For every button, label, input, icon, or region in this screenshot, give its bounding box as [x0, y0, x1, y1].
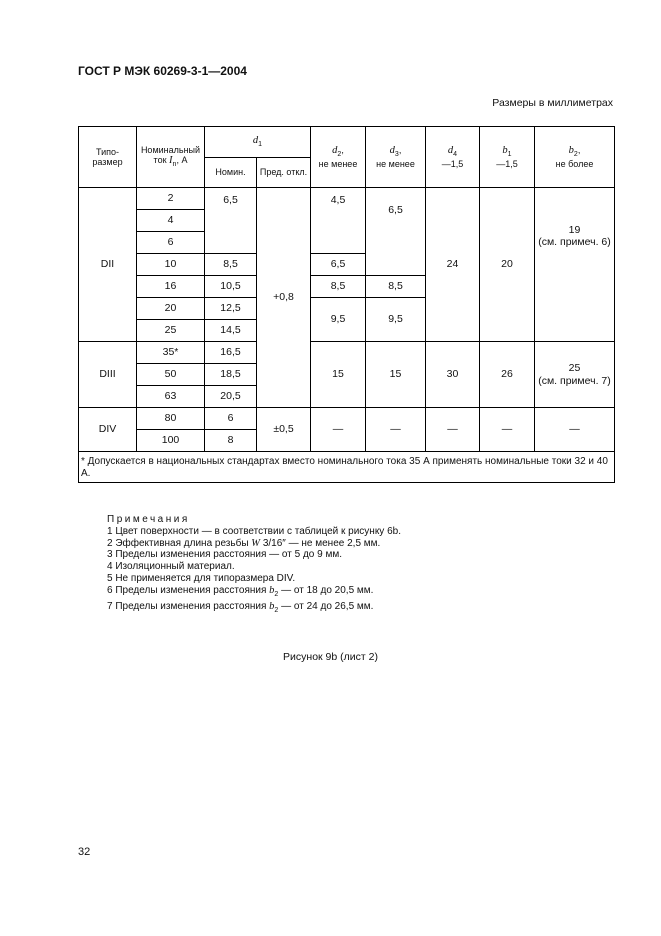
notes-title: Примечания: [107, 514, 190, 525]
current-cell: 6: [137, 232, 205, 254]
current-cell: 50: [137, 364, 205, 386]
b2-cell: —: [535, 408, 615, 452]
col-b2: $b_2$, не более: [535, 127, 615, 188]
d1-tolerance-cell: ±0,5: [257, 408, 311, 452]
current-cell: 63: [137, 386, 205, 408]
d2-cell: —: [311, 408, 366, 452]
type-size-diii: DIII: [79, 342, 137, 408]
d1-cell: 8: [205, 430, 257, 452]
col-d1-nominal: Номин.: [205, 158, 257, 188]
d1-cell: 10,5: [205, 276, 257, 298]
col-d3: $d_3$, не менее: [366, 127, 426, 188]
col-d1-tolerance: Пред. откл.: [257, 158, 311, 188]
b1-cell: 20: [480, 188, 535, 342]
col-b1: $b_1$ —1,5: [480, 127, 535, 188]
type-size-dii: DII: [79, 188, 137, 342]
current-cell: 35*: [137, 342, 205, 364]
b2-cell: 25 (см. примеч. 7): [535, 342, 615, 408]
type-size-div: DIV: [79, 408, 137, 452]
current-cell: 20: [137, 298, 205, 320]
d2-cell: 6,5: [311, 254, 366, 276]
b2-cell: 19 (см. примеч. 6): [535, 188, 615, 342]
d1-cell: 6,5: [205, 188, 257, 254]
b1-cell: 26: [480, 342, 535, 408]
current-cell: 100: [137, 430, 205, 452]
figure-caption: Рисунок 9b (лист 2): [283, 651, 378, 663]
note-item: 1 Цвет поверхности — в соответствии с таблицей к рисунку 6b.: [107, 525, 401, 537]
document-header: ГОСТ Р МЭК 60269-3-1—2004: [78, 64, 247, 78]
d1-cell: 16,5: [205, 342, 257, 364]
d4-cell: —: [426, 408, 480, 452]
d1-tolerance-cell: +0,8: [257, 188, 311, 408]
d1-cell: 20,5: [205, 386, 257, 408]
col-d1: $d_1$: [205, 127, 311, 158]
d3-cell: 15: [366, 342, 426, 408]
d1-cell: 8,5: [205, 254, 257, 276]
col-rated-current: Номинальный ток $I_n$, А: [137, 127, 205, 188]
current-cell: 10: [137, 254, 205, 276]
current-cell: 4: [137, 210, 205, 232]
note-item: 4 Изоляционный материал.: [107, 561, 235, 573]
dimensions-table: [78, 126, 615, 483]
d3-cell: —: [366, 408, 426, 452]
d3-cell: 9,5: [366, 298, 426, 342]
current-cell: 80: [137, 408, 205, 430]
col-type-size: Типо- размер: [79, 127, 137, 188]
d4-cell: 24: [426, 188, 480, 342]
d1-cell: 12,5: [205, 298, 257, 320]
d4-cell: 30: [426, 342, 480, 408]
notes-block: [107, 514, 401, 616]
d3-cell: 8,5: [366, 276, 426, 298]
d2-cell: 8,5: [311, 276, 366, 298]
d1-cell: 18,5: [205, 364, 257, 386]
note-item: 5 Не применяется для типоразмера DIV.: [107, 572, 296, 584]
current-cell: 25: [137, 320, 205, 342]
current-cell: 2: [137, 188, 205, 210]
note-item: 3 Пределы изменения расстояния — от 5 до 9 мм.: [107, 549, 343, 561]
d1-cell: 14,5: [205, 320, 257, 342]
col-d4: $d_4$ —1,5: [426, 127, 480, 188]
current-cell: 16: [137, 276, 205, 298]
units-note: Размеры в миллиметрах: [492, 97, 613, 109]
note-item: 6 Пределы изменения расстояния $b_2$ — от 18 до 20,5 мм.: [107, 584, 374, 598]
d2-cell: 15: [311, 342, 366, 408]
d3-cell: 6,5: [366, 188, 426, 276]
d2-cell: 9,5: [311, 298, 366, 342]
d1-cell: 6: [205, 408, 257, 430]
d2-cell: 4,5: [311, 188, 366, 254]
table-footnote: * Допускается в национальных стандартах вместо номинального тока 35 А применять номинальные токи 32 и 40 А.: [79, 452, 615, 483]
b1-cell: —: [480, 408, 535, 452]
page-number: 32: [78, 846, 91, 858]
note-item: 7 Пределы изменения расстояния $b_2$ — от 24 до 26,5 мм.: [107, 600, 374, 614]
col-d2: $d_2$, не менее: [311, 127, 366, 188]
note-item: 2 Эффективная длина резьбы W 3/16″ — не менее 2,5 мм.: [107, 537, 381, 549]
